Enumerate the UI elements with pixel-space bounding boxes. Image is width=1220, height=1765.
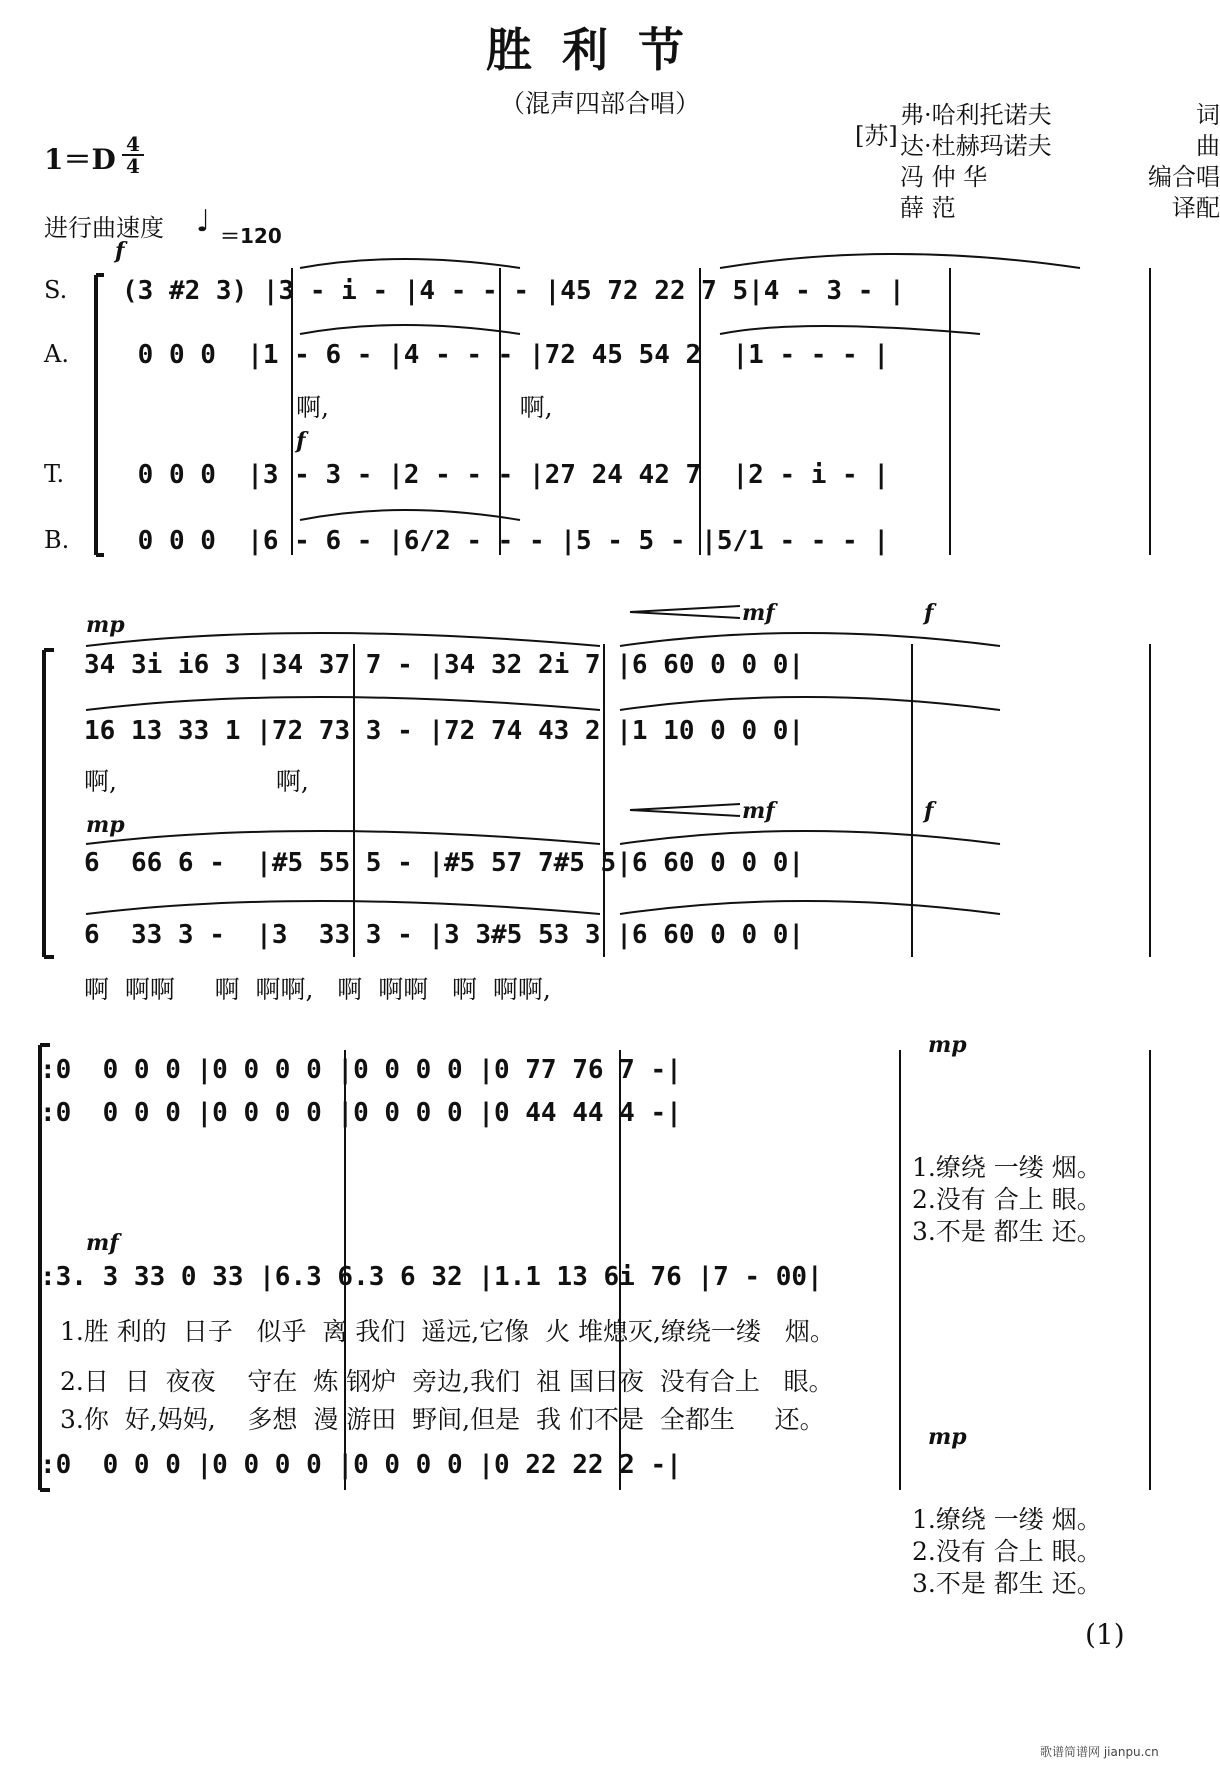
quarter-note-icon: ♩ (196, 204, 211, 239)
lower-line-4: :0 0 0 0 |0 0 0 0 |0 0 0 0 |0 22 22 2 -| (40, 1450, 682, 1480)
alto-lyric-2: 啊, 啊, (84, 767, 309, 796)
crescendo-hairpin (630, 606, 740, 618)
dynamic-f-soprano: f (115, 238, 125, 264)
voice-label-alto: A. (44, 340, 69, 368)
verse-lyric-3: 3.你 好,妈妈, 多想 漫 游田 野间,但是 我 们不是 全都生 还。 (60, 1405, 825, 1434)
lower-refrain-lyric-3: 3.不是 都生 还。 (912, 1569, 1102, 1598)
slur (620, 901, 1000, 914)
dynamic-f-soprano-2: f (924, 600, 934, 626)
soprano-line-1: (3 #2 3) |3 - i - |4 - - - |45 72 22 7 5|4 - 3 - | (122, 276, 905, 306)
system1-bracket (96, 275, 104, 555)
middle-line-3: :0 0 0 0 |0 0 0 0 |0 0 0 0 |0 44 44 4 -| (40, 1098, 682, 1128)
dynamic-mf-soprano: mf (742, 600, 775, 626)
slur (300, 325, 520, 334)
slur (86, 697, 600, 710)
verse-lyric-2: 2.日 日 夜夜 守在 炼 钢炉 旁边,我们 祖 国日夜 没有合上 眼。 (60, 1367, 834, 1396)
soprano-line-2: 34 3i i6 3 |34 37 7 - |34 32 2i 7 |6 60 0 0 0| (84, 650, 805, 680)
slur (86, 831, 600, 844)
verse-lyric-1: 1.胜 利的 日子 似乎 离 我们 遥远,它像 火 堆熄灭,缭绕一缕 烟。 (60, 1317, 835, 1346)
crescendo-hairpin (630, 804, 740, 816)
voice-label-soprano: S. (44, 276, 68, 304)
dynamic-mp-lower: mp (928, 1424, 967, 1450)
alto-lyric-1: 啊, 啊, (296, 393, 553, 422)
slur (300, 259, 520, 268)
voice-label-bass: B. (44, 526, 70, 554)
slur (86, 901, 600, 914)
credits-country: [苏] (855, 122, 898, 150)
lower-refrain-lyric-2: 2.没有 合上 眼。 (912, 1537, 1102, 1566)
melody-line-4: :3. 3 33 0 33 |6.3 6.3 6 32 |1.1 13 6i 76 |7 - 00| (40, 1262, 823, 1292)
bass-lyric-2: 啊 啊啊 啊 啊啊, 啊 啊啊 啊 啊啊, (84, 975, 551, 1004)
dynamic-mp-soprano: mp (86, 612, 125, 638)
key-signature: 1＝D (44, 143, 116, 176)
tenor-line-1: 0 0 0 |3 - 3 - |2 - - - |27 24 42 7 |2 - i - | (122, 460, 890, 490)
system34-bracket (40, 1045, 50, 1490)
page-number: (1) (1085, 1618, 1125, 1651)
bass-line-1: 0 0 0 |6 - 6 - |6/2 - - - |5 - 5 - |5/1 - - - | (122, 526, 890, 556)
credit-arranger: 冯 仲 华 编合唱 (900, 163, 1220, 191)
slur (620, 633, 1000, 646)
alto-line-1: 0 0 0 |1 - 6 - |4 - - - |72 45 54 2 |1 - - - | (122, 340, 890, 370)
credit-translator: 薛 范 译配 (900, 194, 1220, 222)
refrain-lyric-2: 2.没有 合上 眼。 (912, 1185, 1102, 1214)
slur (86, 633, 600, 646)
upper-line-3: :0 0 0 0 |0 0 0 0 |0 0 0 0 |0 77 76 7 -| (40, 1055, 682, 1085)
bass-line-2: 6 33 3 - |3 33 3 - |3 3#5 53 3 |6 60 0 0 0| (84, 920, 805, 950)
time-bottom: 4 (126, 154, 140, 178)
watermark: 歌谱简谱网 jianpu.cn (1040, 1745, 1159, 1759)
time-top: 4 (126, 132, 140, 156)
tempo-value: ＝120 (220, 224, 282, 248)
song-subtitle: （混声四部合唱） (499, 89, 700, 118)
system2-bracket (44, 650, 54, 957)
refrain-lyric-3: 3.不是 都生 还。 (912, 1217, 1102, 1246)
credit-composer: 达·杜赫玛诺夫 曲 (900, 132, 1220, 160)
alto-line-2: 16 13 33 1 |72 73 3 - |72 74 43 2 |1 10 0 0 0| (84, 716, 805, 746)
voice-label-tenor: T. (44, 460, 65, 488)
dynamic-mf-melody: mf (86, 1230, 119, 1256)
slur (300, 510, 520, 520)
dynamic-mp-upper: mp (928, 1032, 967, 1058)
dynamic-mp-tenor: mp (86, 812, 125, 838)
slur (620, 831, 1000, 844)
dynamic-f-tenor: f (296, 428, 306, 454)
song-title: 胜利节 (486, 23, 714, 77)
credit-lyricist: 弗·哈利托诺夫 词 (900, 101, 1220, 129)
dynamic-mf-tenor: mf (742, 798, 775, 824)
slur (620, 697, 1000, 710)
slur (720, 326, 980, 334)
refrain-lyric-1: 1.缭绕 一缕 烟。 (912, 1153, 1102, 1182)
tenor-line-2: 6 66 6 - |#5 55 5 - |#5 57 7#5 5|6 60 0 0 0| (84, 848, 805, 878)
slur (720, 254, 1080, 268)
lower-refrain-lyric-1: 1.缭绕 一缕 烟。 (912, 1505, 1102, 1534)
tempo-text: 进行曲速度 (44, 214, 164, 242)
dynamic-f-tenor-2: f (924, 798, 934, 824)
